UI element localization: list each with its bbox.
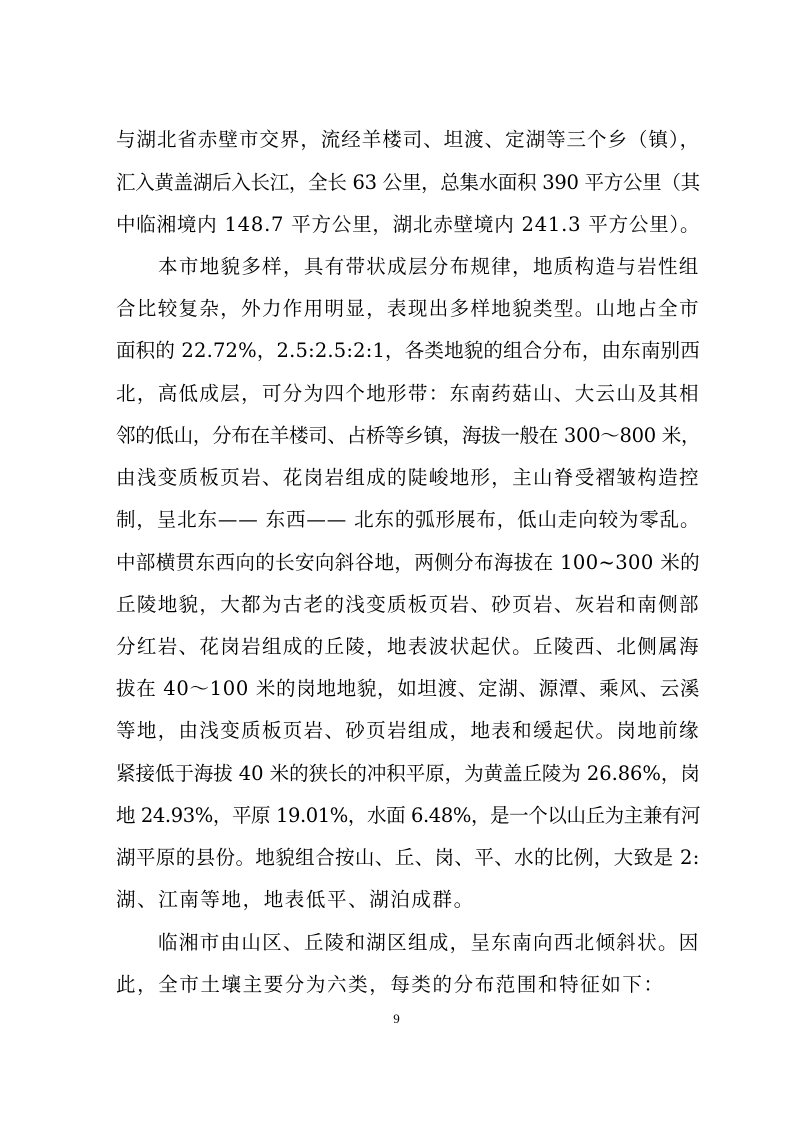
page-number: 9 — [393, 1011, 400, 1026]
paragraph-2-line-13: 紧接低于海拔 40 米的狭长的冲积平原，为黄盖丘陵为 26.86%，岗 — [116, 762, 700, 785]
paragraph-2-line-4: 北，高低成层，可分为四个地形带：东南药菇山、大云山及其相 — [116, 382, 700, 405]
paragraph-2-line-12: 等地，由浅变质板页岩、砂页岩组成，地表和缓起伏。岗地前缘 — [116, 719, 700, 742]
paragraph-2-line-9: 丘陵地貌，大都为古老的浅变质板页岩、砂页岩、灰岩和南侧部 — [116, 593, 700, 616]
paragraph-2-line-15: 湖平原的县份。地貌组合按山、丘、岗、平、水的比例，大致是 2: — [116, 846, 700, 869]
paragraph-1-line-1: 与湖北省赤壁市交界，流经羊楼司、坦渡、定湖等三个乡（镇）， — [116, 128, 701, 151]
paragraph-2-line-11: 拔在 40～100 米的岗地地貌，如坦渡、定湖、源潭、乘风、云溪 — [116, 677, 701, 700]
paragraph-2-line-7: 制，呈北东—— 东西—— 北东的弧形展布，低山走向较为零乱。 — [116, 508, 701, 531]
paragraph-2-line-14: 地 24.93%，平原 19.01%，水面 6.48%，是一个以山丘为主兼有河 — [116, 804, 701, 827]
paragraph-2-line-1: 本市地貌多样，具有带状成层分布规律，地质构造与岩性组 — [158, 255, 700, 278]
paragraph-2-line-16: 湖、江南等地，地表低平、湖泊成群。 — [116, 888, 475, 911]
paragraph-2-line-3: 面积的 22.72%，2.5:2.5:2:1，各类地貌的组合分布，由东南别西 — [116, 339, 700, 362]
paragraph-3-line-1: 临湘市由山区、丘陵和湖区组成，呈东南向西北倾斜状。因 — [158, 931, 700, 954]
paragraph-2-line-10: 分红岩、花岗岩组成的丘陵，地表波状起伏。丘陵西、北侧属海 — [116, 635, 700, 658]
paragraph-1-line-2: 汇入黄盖湖后入长江，全长 63 公里，总集水面积 390 平方公里（其 — [116, 171, 700, 194]
paragraph-2-line-2: 合比较复杂，外力作用明显，表现出多样地貌类型。山地占全市 — [116, 297, 700, 320]
paragraph-2-line-8: 中部横贯东西向的长安向斜谷地，两侧分布海拔在 100~300 米的 — [116, 551, 700, 574]
paragraph-3-line-2: 此，全市土壤主要分为六类，每类的分布范围和特征如下： — [116, 973, 665, 996]
paragraph-2-line-5: 邻的低山，分布在羊楼司、占桥等乡镇，海拔一般在 300～800 米， — [116, 424, 701, 447]
paragraph-2-line-6: 由浅变质板页岩、花岗岩组成的陡峻地形，主山脊受褶皱构造控 — [116, 466, 700, 489]
paragraph-1-line-3: 中临湘境内 148.7 平方公里，湖北赤壁境内 241.3 平方公里）。 — [116, 213, 701, 236]
